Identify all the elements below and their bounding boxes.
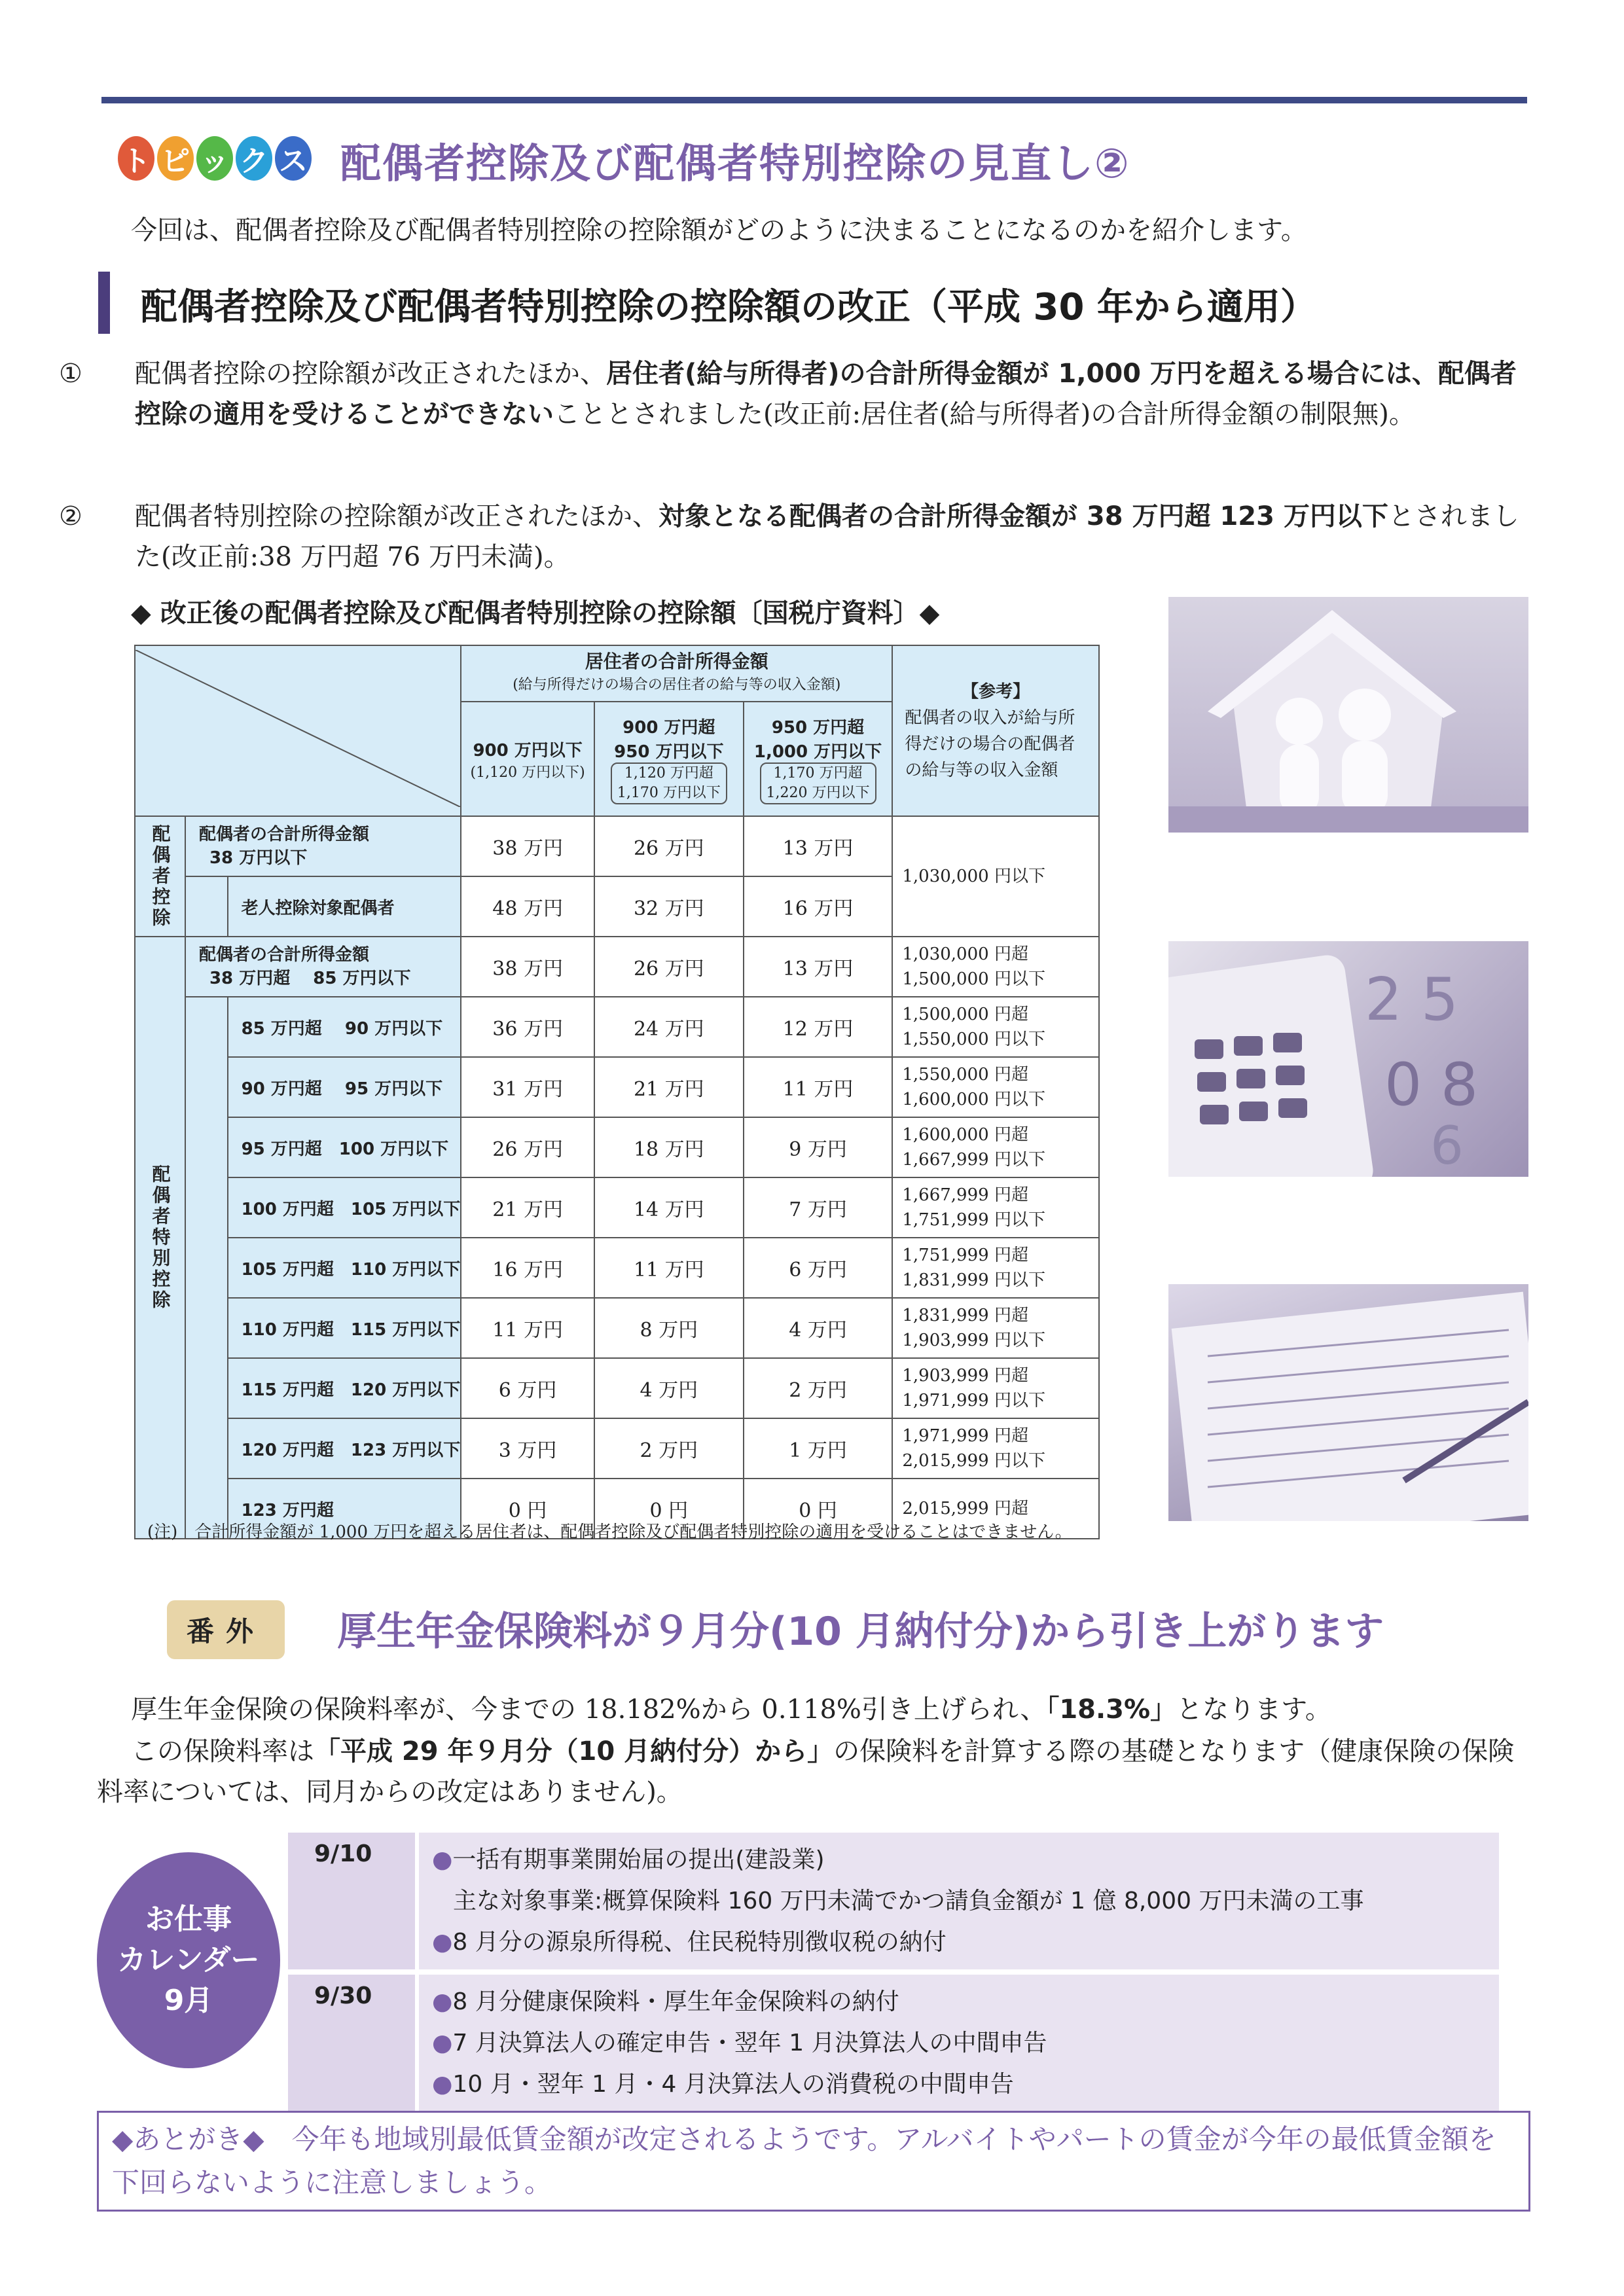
ref-line: 1,500,000 円超 <box>902 1005 1028 1024</box>
row-label: 110 万円超 115 万円以下 <box>228 1298 461 1358</box>
intro-text: 今回は、配偶者控除及び配偶者特別控除の控除額がどのように決まることになるのかを紹介します。 <box>131 215 1307 245</box>
ref-cell: 1,030,000 円以下 <box>892 816 1099 937</box>
table-cell: 11 万円 <box>594 1238 744 1298</box>
topics-logo-char: ク <box>236 136 272 181</box>
topics-logo <box>118 136 312 185</box>
table-cell: 26 万円 <box>594 816 744 876</box>
table-cell: 4 万円 <box>744 1298 893 1358</box>
ref-cell <box>892 1358 1099 1418</box>
extra-emphasis: 「平成 29 年９月分（10 月納付分）から」 <box>314 1736 834 1767</box>
ref-line: 1,550,000 円以下 <box>902 1030 1045 1049</box>
table-cell: 13 万円 <box>744 816 893 876</box>
col-note-line: 1,120 万円超 <box>624 764 713 781</box>
calendar-item-text: 8 月分健康保険料・厚生年金保険料の納付 <box>452 1988 899 2015</box>
calendar-item-text: 8 月分の源泉所得税、住民税特別徴収税の納付 <box>452 1929 947 1956</box>
para-emphasis: 居住者(給与所得者)の合計所得金額が 1,000 万円を超える場合には、配偶者控除の適用を受けることができない <box>135 359 1517 429</box>
ref-title: 【参考】 <box>962 681 1030 702</box>
col-label: 900 万円超 <box>623 717 715 738</box>
calendar-item-text: 10 月・翌年 1 月・4 月決算法人の消費税の中間申告 <box>452 2071 1014 2098</box>
table-cell: 48 万円 <box>461 876 594 937</box>
header-main: 居住者の合計所得金額 <box>585 651 768 672</box>
table-cell: 2 万円 <box>744 1358 893 1418</box>
row-label: 老人控除対象配偶者 <box>228 876 461 937</box>
col-note: (1,120 万円以下) <box>470 764 585 781</box>
row-label-line: 38 万円以下 <box>209 848 308 868</box>
calendar-item <box>432 2064 1486 2105</box>
extra-text: の保険料を計算する際の基礎となります（健康保険の保険料率については、同月からの改定はありません)。 <box>97 1736 1515 1807</box>
col-label: 950 万円超 <box>771 717 865 738</box>
ref-line: 1,971,999 円以下 <box>902 1391 1045 1410</box>
svg-text:6: 6 <box>1430 1115 1464 1176</box>
table-cell: 38 万円 <box>461 937 594 997</box>
row-label: 123 万円超 <box>228 1479 461 1539</box>
calendar-item: 主な対象事業:概算保険料 160 万円未満でかつ請負金額が 1 億 8,000 万円未満の工事 <box>453 1888 1364 1914</box>
extra-text: この保険料率は <box>131 1736 314 1767</box>
svg-text:2 5: 2 5 <box>1365 965 1459 1034</box>
house-icon <box>1168 597 1528 833</box>
para-number: ② <box>59 501 82 531</box>
row-label: 120 万円超 123 万円以下 <box>228 1418 461 1479</box>
ref-line: 1,600,000 円以下 <box>902 1090 1045 1109</box>
row-label-line: 配偶者の合計所得金額 <box>198 825 369 844</box>
para-text: 配偶者特別控除の控除額が改正されたほか、 <box>135 501 659 531</box>
ref-line: 1,831,999 円以下 <box>902 1270 1045 1290</box>
svg-text:0 8: 0 8 <box>1384 1050 1479 1119</box>
col-header-1 <box>461 702 594 816</box>
tax-forms-photo <box>1168 1284 1528 1521</box>
diagonal-line <box>135 650 460 807</box>
calendar-badge-line: カレンダー <box>117 1943 260 1977</box>
calculator-icon <box>1168 941 1528 1177</box>
para-text: こととされました(改正前:居住者(給与所得者)の合計所得金額の制限無)。 <box>554 399 1415 429</box>
extra-paragraph-2 <box>97 1731 1530 1812</box>
calendar-item-text: 7 月決算法人の確定申告・翌年 1 月決算法人の中間申告 <box>452 2030 1047 2056</box>
table-cell: 26 万円 <box>594 937 744 997</box>
table-cell: 31 万円 <box>461 1057 594 1117</box>
table-cell: 7 万円 <box>744 1177 893 1238</box>
table-cell: 9 万円 <box>744 1117 893 1177</box>
section-heading: 配偶者控除及び配偶者特別控除の控除額の改正（平成 30 年から適用） <box>141 286 1317 329</box>
col-header-2 <box>594 702 744 816</box>
col-note-line: 1,220 万円以下 <box>766 784 870 801</box>
topics-logo-char: ト <box>118 136 154 181</box>
calendar-row <box>288 1975 1499 2111</box>
table-cell: 11 万円 <box>744 1057 893 1117</box>
table-cell: 13 万円 <box>744 937 893 997</box>
table-cell: 11 万円 <box>461 1298 594 1358</box>
calendar-item <box>432 2022 1486 2064</box>
ref-line: 1,903,999 円超 <box>902 1366 1028 1386</box>
ref-cell <box>892 937 1099 997</box>
extra-title: 厚生年金保険料が９月分(10 月納付分)から引き上がります <box>337 1609 1384 1655</box>
table-cell: 0 円 <box>461 1479 594 1539</box>
calendar-date: 9/10 <box>288 1833 419 1969</box>
row-label-line: 配偶者の合計所得金額 <box>198 945 369 965</box>
ref-cell <box>892 1057 1099 1117</box>
calendar-badge-line: 9月 <box>164 1984 213 2017</box>
table-cell: 16 万円 <box>744 876 893 937</box>
bullet-icon: ● <box>432 1988 453 2015</box>
table-cell: 18 万円 <box>594 1117 744 1177</box>
table-cell: 36 万円 <box>461 997 594 1057</box>
ref-cell <box>892 1177 1099 1238</box>
ref-line: 1,903,999 円以下 <box>902 1331 1045 1350</box>
row-label <box>185 816 461 876</box>
calendar-items <box>419 1833 1499 1969</box>
bullet-icon: ● <box>432 2030 453 2056</box>
calculator-photo <box>1168 941 1528 1177</box>
table-note: (注) 合計所得金額が 1,000 万円を超える居住者は、配偶者控除及び配偶者特別控除の適用を受けることはできません。 <box>147 1522 1072 1542</box>
row-label: 105 万円超 110 万円以下 <box>228 1238 461 1298</box>
ref-header <box>892 645 1099 816</box>
table-cell: 0 円 <box>744 1479 893 1539</box>
ref-line: 1,831,999 円超 <box>902 1306 1028 1325</box>
ref-line: 1,600,000 円超 <box>902 1125 1028 1145</box>
ref-cell <box>892 1117 1099 1177</box>
col-note <box>760 762 876 804</box>
header-income <box>461 645 892 702</box>
ref-line: 1,550,000 円超 <box>902 1065 1028 1085</box>
house-figurines-photo <box>1168 597 1528 833</box>
ref-line: 1,971,999 円超 <box>902 1426 1028 1446</box>
col-header-3 <box>744 702 893 816</box>
para-text: 配偶者控除の控除額が改正されたほか、 <box>135 359 606 389</box>
row-label: 85 万円超 90 万円以下 <box>228 997 461 1057</box>
calendar-item <box>432 1839 1486 1880</box>
topics-logo-char: ッ <box>196 136 233 181</box>
calendar-items <box>419 1975 1499 2111</box>
ref-line: 1,751,999 円以下 <box>902 1210 1045 1230</box>
extra-text: となります。 <box>1176 1695 1331 1725</box>
table-cell: 6 万円 <box>461 1358 594 1418</box>
col-label: 900 万円以下 <box>473 740 583 761</box>
table-cell: 21 万円 <box>594 1057 744 1117</box>
afterword-text: 今年も地域別最低賃金額が改定されるようです。アルバイトやパートの賃金が今年の最低賃金額を下回らないように注意しましょう。 <box>112 2123 1496 2198</box>
ref-line: 2,015,999 円超 <box>902 1499 1028 1518</box>
work-calendar <box>288 1833 1499 2117</box>
table-cell: 32 万円 <box>594 876 744 937</box>
bangai-badge: 番外 <box>167 1600 285 1659</box>
col-label: 1,000 万円以下 <box>753 742 882 762</box>
deduction-table <box>134 645 1100 1539</box>
ref-text: 配偶者の収入が給与所得だけの場合の配偶者の給与等の収入金額 <box>905 708 1075 780</box>
extra-emphasis: 「18.3%」 <box>1046 1695 1177 1725</box>
topics-logo-char: ス <box>275 136 312 181</box>
row-label: 100 万円超 105 万円以下 <box>228 1177 461 1238</box>
ref-line: 1,030,000 円超 <box>902 944 1028 964</box>
row-label: 95 万円超 100 万円以下 <box>228 1117 461 1177</box>
table-cell: 14 万円 <box>594 1177 744 1238</box>
calendar-item-text: 一括有期事業開始届の提出(建設業) <box>452 1846 825 1873</box>
paragraph-2 <box>59 496 1530 577</box>
table-cell: 1 万円 <box>744 1418 893 1479</box>
col-label: 950 万円以下 <box>614 742 724 762</box>
para-text: とされました(改正前:38 万円超 76 万円未満)。 <box>135 501 1519 572</box>
table-blank-cell <box>185 876 228 937</box>
calendar-badge-line: お仕事 <box>145 1903 232 1936</box>
section-bar <box>98 272 110 334</box>
ref-cell <box>892 1418 1099 1479</box>
table-cell: 24 万円 <box>594 997 744 1057</box>
table-cell: 12 万円 <box>744 997 893 1057</box>
ref-cell <box>892 1298 1099 1358</box>
para-number: ① <box>59 359 82 389</box>
bullet-icon: ● <box>432 2071 453 2098</box>
col-note <box>611 762 727 804</box>
top-rule <box>101 97 1527 103</box>
header-sub: (給与所得だけの場合の居住者の給与等の収入金額) <box>513 677 841 693</box>
row-label: 115 万円超 120 万円以下 <box>228 1358 461 1418</box>
calendar-date: 9/30 <box>288 1975 419 2111</box>
table-cell: 4 万円 <box>594 1358 744 1418</box>
afterword-box <box>97 2111 1530 2212</box>
bullet-icon: ● <box>432 1929 453 1956</box>
afterword-label: ◆あとがき◆ <box>112 2123 264 2155</box>
table-cell: 16 万円 <box>461 1238 594 1298</box>
table-cell: 21 万円 <box>461 1177 594 1238</box>
ref-cell <box>892 1238 1099 1298</box>
table-cell: 2 万円 <box>594 1418 744 1479</box>
calendar-item <box>432 1981 1486 2022</box>
page-title: 配偶者控除及び配偶者特別控除の見直し② <box>340 139 1130 187</box>
ref-line: 2,015,999 円以下 <box>902 1451 1045 1471</box>
table-corner <box>135 645 461 816</box>
ref-line: 1,751,999 円超 <box>902 1246 1028 1265</box>
category-spouse-deduction: 配偶者控除 <box>135 816 185 937</box>
table-cell: 3 万円 <box>461 1418 594 1479</box>
ref-line: 1,667,999 円以下 <box>902 1150 1045 1170</box>
col-note-line: 1,170 万円超 <box>773 764 863 781</box>
extra-paragraph-1 <box>131 1689 1331 1726</box>
table-cell: 8 万円 <box>594 1298 744 1358</box>
calendar-item <box>432 1922 1486 1963</box>
row-label: 90 万円超 95 万円以下 <box>228 1057 461 1117</box>
table-cell: 26 万円 <box>461 1117 594 1177</box>
ref-cell <box>892 997 1099 1057</box>
table-caption: ◆ 改正後の配偶者控除及び配偶者特別控除の控除額〔国税庁資料〕◆ <box>131 598 940 628</box>
extra-text: 厚生年金保険の保険料率が、今までの 18.182%から 0.118%引き上げられ、 <box>131 1695 1047 1725</box>
table-cell: 0 円 <box>594 1479 744 1539</box>
table-cell: 6 万円 <box>744 1238 893 1298</box>
category-spouse-special-deduction: 配偶者特別控除 <box>135 937 185 1539</box>
topics-logo-char: ピ <box>157 136 194 181</box>
para-emphasis: 対象となる配偶者の合計所得金額が 38 万円超 123 万円以下 <box>659 501 1388 531</box>
ref-line: 1,667,999 円超 <box>902 1185 1028 1205</box>
table-cell: 38 万円 <box>461 816 594 876</box>
table-blank-cell <box>185 997 228 1539</box>
document-icon <box>1168 1284 1528 1521</box>
calendar-badge <box>97 1852 280 2068</box>
ref-line: 1,500,000 円以下 <box>902 969 1045 989</box>
col-note-line: 1,170 万円以下 <box>617 784 721 801</box>
paragraph-1 <box>59 353 1530 435</box>
calendar-row <box>288 1833 1499 1969</box>
row-label-line: 38 万円超 85 万円以下 <box>209 969 411 988</box>
row-label <box>185 937 461 997</box>
bullet-icon: ● <box>432 1846 453 1873</box>
